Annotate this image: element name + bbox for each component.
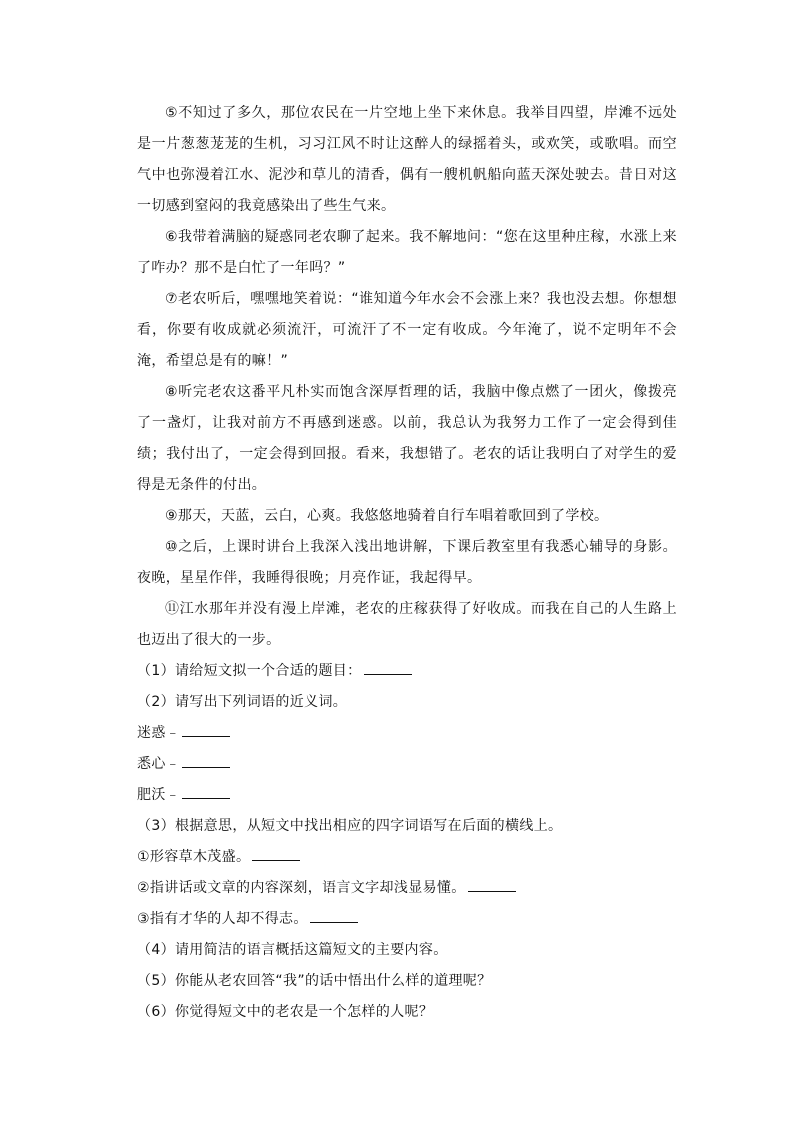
question-5 <box>137 966 677 997</box>
synonym-word-3: 肥沃﹣ <box>137 787 181 803</box>
question-1-text: （1）请给短文拟一个合适的题目： <box>137 663 362 679</box>
idiom-item-1 <box>137 842 677 873</box>
idiom-meaning-1: ①形容草木茂盛。 <box>137 849 251 865</box>
synonym-item-2 <box>137 749 677 780</box>
answer-blank-synonym-2[interactable] <box>182 753 230 768</box>
idiom-meaning-2: ②指讲话或文章的内容深刻，语言文字却浅显易懂。 <box>137 880 466 896</box>
question-4 <box>137 935 677 966</box>
paragraph-9: ⑨那天，天蓝，云白，心爽。我悠悠地骑着自行车唱着歌回到了学校。 <box>165 508 609 524</box>
paragraph-5: ⑤不知过了多久，那位农民在一片空地上坐下来休息。我举目四望，岸滩不远处是一片葱葱茏茏的生机，习习江风不时让这醉人的绿摇着头，或欢笑，或歌唱。而空气中也弥漫着江水、泥沙和草儿的清香，偶有一艘机帆船向蓝天深处驶去。昔日对这一切感到窒闷的我竟感染出了些生气来。 <box>137 105 677 214</box>
paragraph-8: ⑧听完老农这番平凡朴实而饱含深厚哲理的话，我脑中像点燃了一团火，像拨亮了一盏灯，让我对前方不再感到迷惑。以前，我总认为我努力工作了一定会得到佳绩；我付出了，一定会得到回报。看来，我想错了。老农的话让我明白了对学生的爱得是无条件的付出。 <box>137 384 677 493</box>
question-6 <box>137 997 677 1028</box>
answer-blank-idiom-1[interactable] <box>252 846 300 861</box>
question-3-text: （3）根据意思，从短文中找出相应的四字词语写在后面的横线上。 <box>137 818 563 834</box>
answer-blank-synonym-1[interactable] <box>182 722 230 737</box>
answer-blank-synonym-3[interactable] <box>182 784 230 799</box>
answer-blank-idiom-2[interactable] <box>468 877 516 892</box>
answer-blank-title[interactable] <box>364 660 412 675</box>
synonym-word-1: 迷惑﹣ <box>137 725 181 741</box>
question-4-text: （4）请用简洁的语言概括这篇短文的主要内容。 <box>137 942 448 958</box>
question-1 <box>137 656 677 687</box>
paragraph-7: ⑦老农听后，嘿嘿地笑着说：“谁知道今年水会不会涨上来？我也没去想。你想想看，你要有收成就必须流汗，可流汗了不一定有收成。今年淹了，说不定明年不会淹，希望总是有的嘛！” <box>137 291 677 369</box>
idiom-item-3 <box>137 904 677 935</box>
question-5-text: （5）你能从老农回答“我”的话中悟出什么样的道理呢？ <box>137 973 492 989</box>
answer-blank-idiom-3[interactable] <box>310 908 358 923</box>
paragraph-10: ⑩之后，上课时讲台上我深入浅出地讲解，下课后教室里有我悉心辅导的身影。夜晚，星星作伴，我睡得很晚；月亮作证，我起得早。 <box>137 539 677 586</box>
question-6-text: （6）你觉得短文中的老农是一个怎样的人呢？ <box>137 1004 434 1020</box>
question-2-text: （2）请写出下列词语的近义词。 <box>137 694 348 710</box>
article-content <box>137 98 677 1028</box>
paragraph-6: ⑥我带着满脑的疑惑同老农聊了起来。我不解地问：“您在这里种庄稼，水涨上来了咋办？那不是白忙了一年吗？” <box>137 229 677 276</box>
question-3 <box>137 811 677 842</box>
synonym-item-3 <box>137 780 677 811</box>
paragraph-11: ⑪江水那年并没有漫上岸滩，老农的庄稼获得了好收成。而我在自己的人生路上也迈出了很大的一步。 <box>137 601 677 648</box>
synonym-word-2: 悉心﹣ <box>137 756 181 772</box>
question-2 <box>137 687 677 718</box>
idiom-meaning-3: ③指有才华的人却不得志。 <box>137 911 308 927</box>
idiom-item-2 <box>137 873 677 904</box>
synonym-item-1 <box>137 718 677 749</box>
